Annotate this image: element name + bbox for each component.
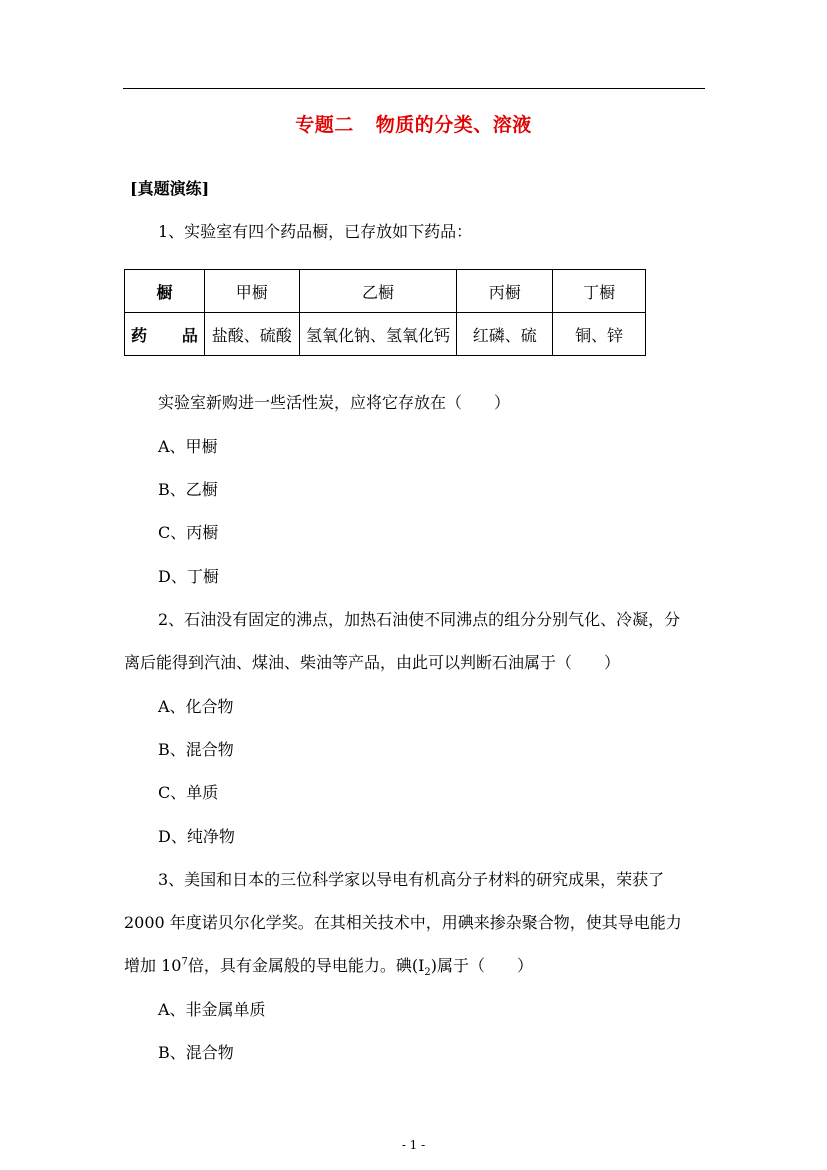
table-row bbox=[125, 270, 646, 313]
q2-option-c: C、单质 bbox=[158, 783, 219, 802]
q2-stem-line2: 离后能得到汽油、煤油、柴油等产品，由此可以判断石油属于（ ） bbox=[124, 653, 621, 672]
title-subject: 物质的分类、溶液 bbox=[375, 114, 532, 136]
q3-option-a: A、非金属单质 bbox=[158, 1000, 266, 1019]
q2-option-d: D、纯净物 bbox=[158, 827, 235, 846]
section-label: [真题演练] bbox=[130, 179, 210, 198]
page-number: - 1 - bbox=[401, 1138, 426, 1152]
q2-option-a: A、化合物 bbox=[158, 697, 234, 716]
q1-option-d: D、丁橱 bbox=[158, 567, 219, 586]
cabinet-table bbox=[124, 269, 646, 356]
table-cell: 红磷、硫 bbox=[457, 313, 553, 356]
table-row-label: 药 品 bbox=[125, 313, 205, 356]
header-rule bbox=[123, 88, 705, 89]
table-row bbox=[125, 313, 646, 356]
page-title bbox=[0, 110, 827, 137]
q3-stem-line3: 增加 $10^7$倍，具有金属般的导电能力。碘$(I_2)$属于（ ） bbox=[124, 956, 534, 979]
table-cell: 甲橱 bbox=[204, 270, 299, 313]
table-cell: 氢氧化钠、氢氧化钙 bbox=[299, 313, 457, 356]
q3-option-b: B、混合物 bbox=[158, 1043, 234, 1062]
table-cell: 丙橱 bbox=[457, 270, 553, 313]
q1-option-b: B、乙橱 bbox=[158, 480, 218, 499]
q1-stem: 1、实验室有四个药品橱，已存放如下药品： bbox=[158, 222, 473, 241]
q1-option-a: A、甲橱 bbox=[158, 437, 218, 456]
table-cell: 盐酸、硫酸 bbox=[204, 313, 299, 356]
q2-option-b: B、混合物 bbox=[158, 740, 234, 759]
q3-stem-line1: 3、美国和日本的三位科学家以导电有机高分子材料的研究成果，荣获了 bbox=[158, 870, 665, 889]
q1-question: 实验室新购进一些活性炭，应将它存放在（ ） bbox=[158, 393, 511, 412]
title-topic: 专题二 bbox=[295, 114, 354, 136]
q3-stem-line2: 2000 年度诺贝尔化学奖。在其相关技术中，用碘来掺杂聚合物，使其导电能力 bbox=[124, 913, 682, 932]
q1-option-c: C、丙橱 bbox=[158, 523, 219, 542]
table-cell: 乙橱 bbox=[299, 270, 457, 313]
table-header-label: 橱 bbox=[125, 270, 205, 313]
table-cell: 丁橱 bbox=[553, 270, 646, 313]
q2-stem-line1: 2、石油没有固定的沸点，加热石油使不同沸点的组分分别气化、冷凝，分 bbox=[158, 610, 681, 629]
table-cell: 铜、锌 bbox=[553, 313, 646, 356]
